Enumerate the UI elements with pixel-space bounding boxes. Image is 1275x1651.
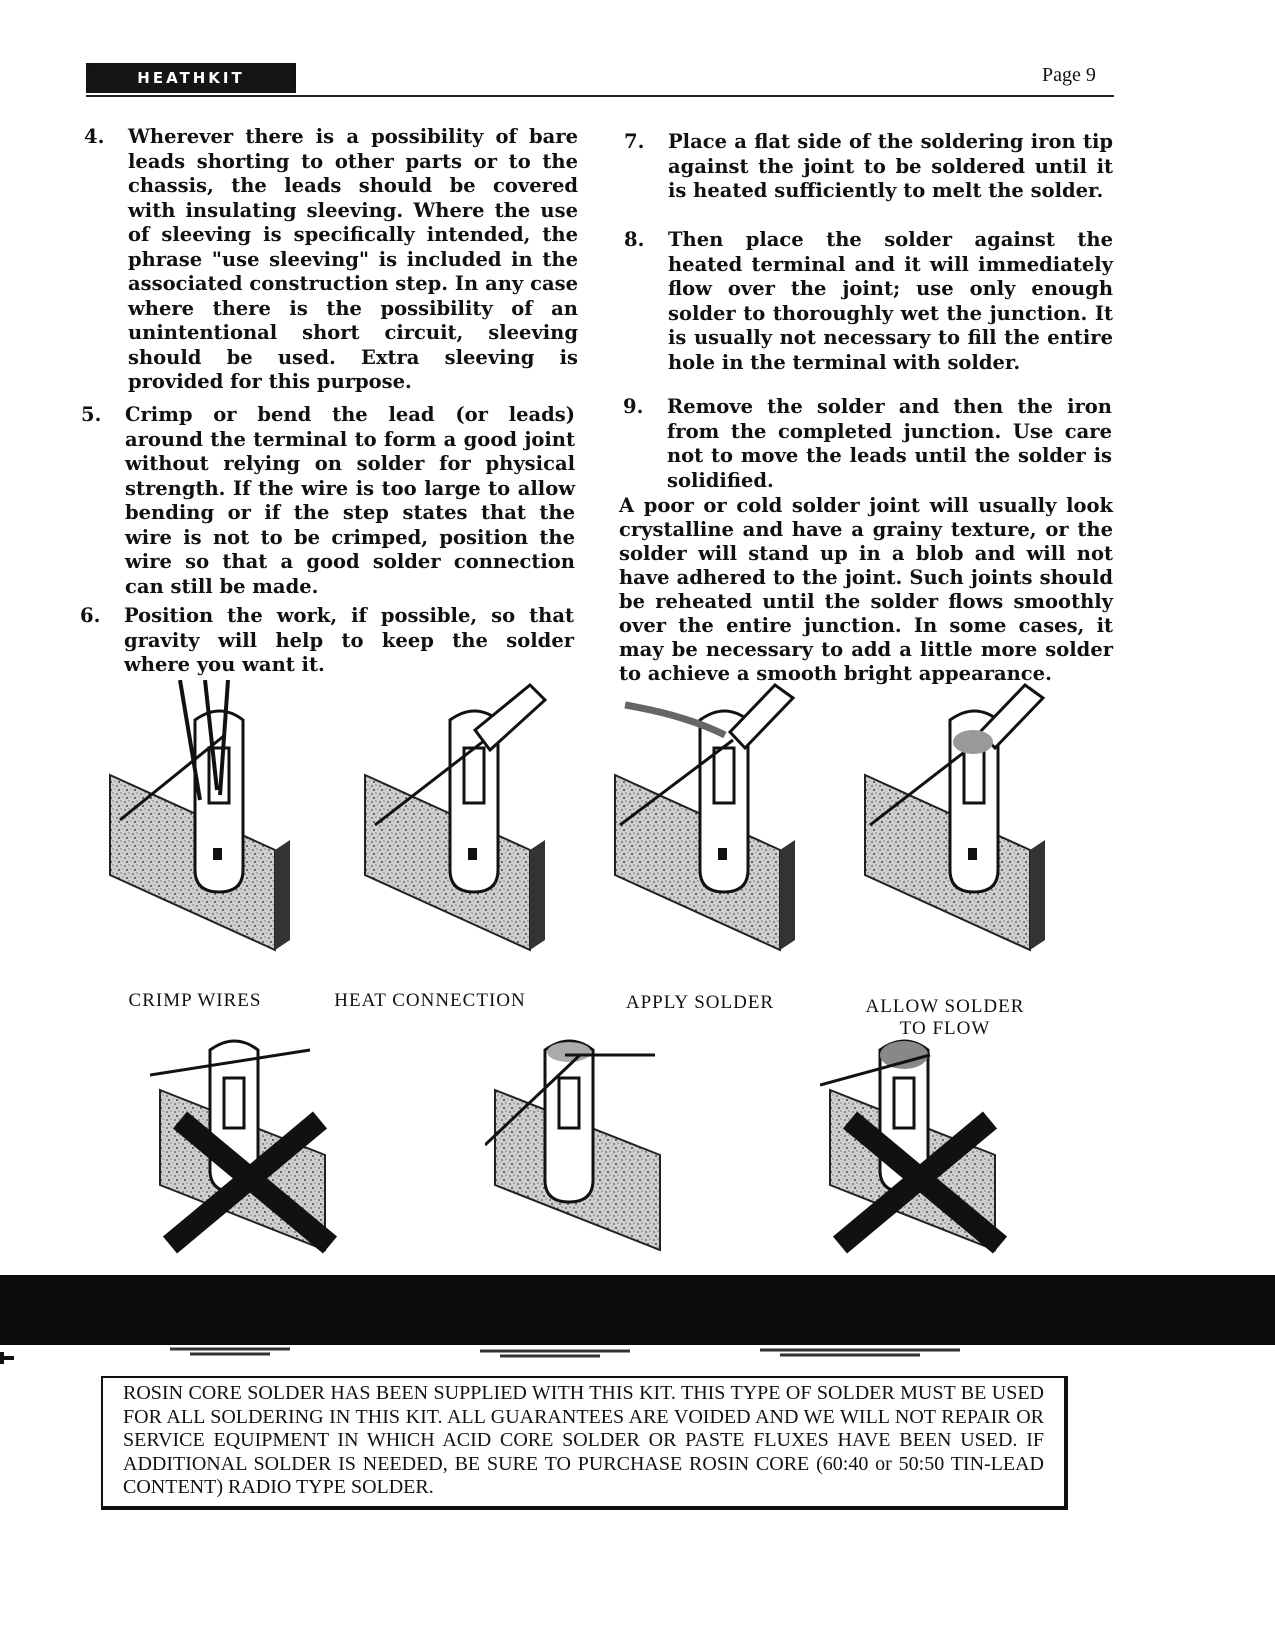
figure-label-allow-solder-to-flow: ALLOW SOLDER TO FLOW (865, 996, 1025, 1039)
step-8 (624, 228, 1113, 375)
illustration-allow-solder-to-flow (855, 680, 1055, 970)
step-text: Crimp or bend the lead (or leads) around the terminal to form a good joint without relying on solder for physical strength. If the wire is too large to allow bending or if the step states that the wire is not to be crimped, position the wire so that a good solder connection can still be made. (125, 403, 575, 598)
illustration-bad-joint-3 (820, 1030, 1020, 1270)
step-7 (624, 130, 1113, 204)
step-number: 8. (624, 228, 645, 251)
figure-label-apply-solder: APPLY SOLDER (625, 992, 775, 1013)
step-6 (80, 604, 574, 678)
black-banner (0, 1275, 1275, 1345)
step-text: Position the work, if possible, so that gravity will help to keep the solder where you want it. (124, 604, 574, 676)
figure-label-crimp-wires: CRIMP WIRES (128, 990, 262, 1011)
step-number: 5. (81, 403, 102, 426)
rosin-core-notice: ROSIN CORE SOLDER HAS BEEN SUPPLIED WITH THIS KIT. THIS TYPE OF SOLDER MUST BE USED FOR ALL SOLDERING IN THIS KIT. ALL GUARANTEES ARE VOIDED AND WE WILL NOT REPAIR OR SERVICE EQUIPMENT IN WHICH ACID CORE SOLDER OR PASTE FLUXES HAVE BEEN USED. IF ADDITIONAL SOLDER IS NEEDED, BE SURE TO PURCHASE ROSIN CORE (60:40 or 50:50 TIN-LEAD CONTENT) RADIO TYPE SOLDER. (101, 1376, 1068, 1510)
logo-text: HEATHKIT (137, 69, 245, 87)
step-text: Then place the solder against the heated terminal and it will immediately flow over the joint; use only enough solder to thoroughly wet the junction. It is usually not necessary to fill the entire hole in the terminal with solder. (668, 228, 1113, 374)
step-text: Place a flat side of the soldering iron tip against the joint to be soldered until it is heated sufficiently to melt the solder. (668, 130, 1113, 202)
step-text: Wherever there is a possibility of bare leads shorting to other parts or to the chassis, the leads should be covered with insulating sleeving. Where the use of sleeving is specifically intended, the phrase "use sleeving" is included in the associated construction step. In any case where there is the possibility of an unintentional short circuit, sleeving should be used. Extra sleeving is provided for this purpose. (128, 125, 578, 393)
step-4 (84, 125, 578, 395)
heathkit-logo (86, 63, 296, 93)
step-number: 4. (84, 125, 105, 148)
illustration-apply-solder (605, 680, 805, 970)
header-rule (86, 95, 1114, 97)
step-number: 6. (80, 604, 101, 627)
step-text: Remove the solder and then the iron from the completed junction. Use care not to move the leads until the solder is solidified. (667, 395, 1112, 492)
illustration-crimp-wires (100, 680, 300, 970)
margin-mark (0, 1352, 14, 1364)
illustration-heat-connection (355, 680, 555, 970)
cold-joint-paragraph: A poor or cold solder joint will usually look crystalline and have a grainy texture, or the solder will stand up in a blob and will not have adhered to the joint. Such joints should be reheated until the solder flows smoothly over the entire junction. In some cases, it may be necessary to add a little more solder to achieve a smooth bright appearance. (619, 494, 1113, 685)
illustration-bad-joint-1 (150, 1030, 350, 1270)
banner-smudge (0, 1345, 1275, 1369)
step-5 (81, 403, 575, 599)
page-number: Page 9 (1042, 64, 1096, 86)
figure-label-heat-connection: HEAT CONNECTION (334, 990, 526, 1011)
step-number: 9. (623, 395, 644, 418)
illustration-bad-joint-2 (485, 1030, 685, 1270)
step-9 (623, 395, 1112, 493)
step-number: 7. (624, 130, 645, 153)
